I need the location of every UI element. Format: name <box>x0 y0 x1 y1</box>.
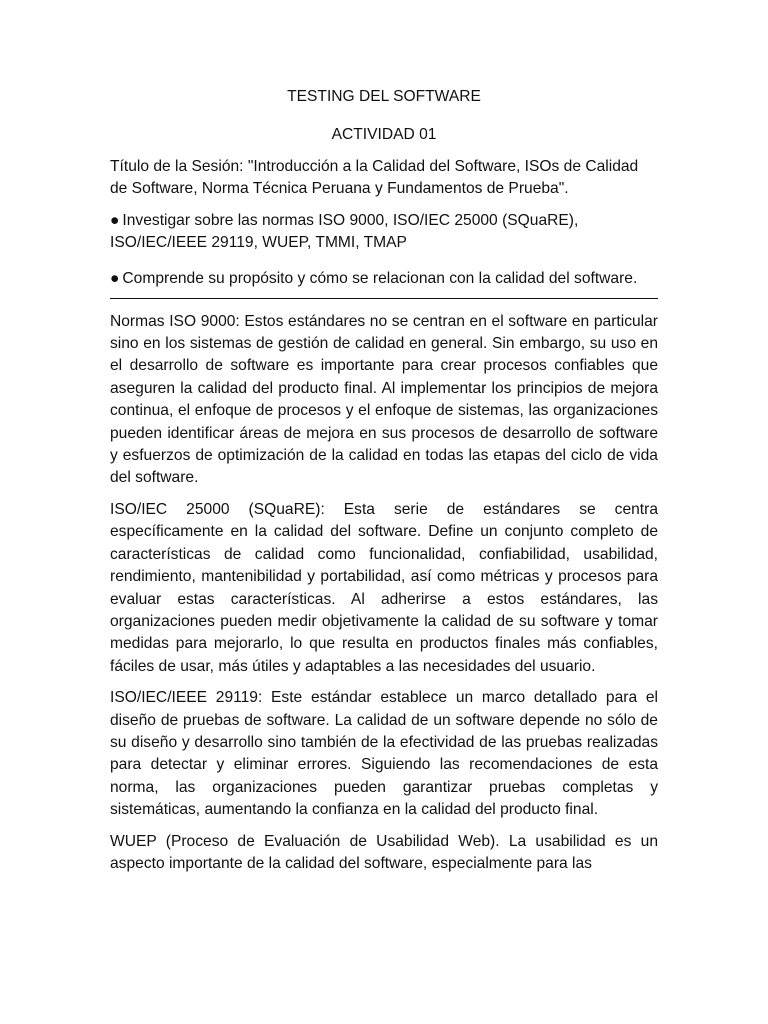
bullet-text: Investigar sobre las normas ISO 9000, ISO/IEC 25000 (SQuaRE), ISO/IEC/IEEE 29119, WUEP, TMMI, TMAP <box>110 211 579 252</box>
paragraph-iso-9000: Normas ISO 9000: Estos estándares no se centran en el software en particular sino en los sistemas de gestión de calidad en general. Sin embargo, su uso en el desarrollo de software es importante para crear procesos confiables que aseguren la calidad del producto final. Al implementar los principios de mejora continua, el enfoque de procesos y el enfoque de sistemas, las organizaciones pueden identificar áreas de mejora en sus procesos de desarrollo de software y esfuerzos de optimización de la calidad en todas las etapas del ciclo de vida del software. <box>110 312 658 487</box>
horizontal-divider <box>110 298 658 299</box>
bullet-text: Comprende su propósito y cómo se relacionan con la calidad del software. <box>122 269 638 287</box>
bullet-icon: ● <box>110 269 120 287</box>
paragraph-iso-25000: ISO/IEC 25000 (SQuaRE): Esta serie de estándares se centra específicamente en la calidad del software. Define un conjunto completo de características de calidad como funcionalidad, confiabilidad, usabilidad, rendimiento, mantenibilidad y portabilidad, así como métricas y procesos para evaluar estas características. Al adherirse a estos estándares, las organizaciones pueden medir objetivamente la calidad de su software y tomar medidas para mejorarlo, lo que resulta en productos finales más confiables, fáciles de usar, más útiles y adaptables a las necesidades del usuario. <box>110 500 658 675</box>
document-title: TESTING DEL SOFTWARE <box>287 88 481 105</box>
document-subtitle: ACTIVIDAD 01 <box>331 126 437 143</box>
paragraph-wuep: WUEP (Proceso de Evaluación de Usabilidad Web). La usabilidad es un aspecto importante de la calidad del software, especialmente para las <box>110 832 658 872</box>
bullet-icon: ● <box>110 211 120 229</box>
session-title: Título de la Sesión: "Introducción a la Calidad del Software, ISOs de Calidad de Software, Norma Técnica Peruana y Fundamentos de Prueba". <box>110 158 639 198</box>
bullet-item <box>110 210 658 255</box>
bullet-item <box>110 264 658 294</box>
paragraph-iso-29119: ISO/IEC/IEEE 29119: Este estándar establece un marco detallado para el diseño de pruebas de software. La calidad de un software depende no sólo de su diseño y desarrollo sino también de la efectividad de las pruebas realizadas para detectar y eliminar errores. Siguiendo las recomendaciones de esta norma, las organizaciones pueden garantizar pruebas completas y sistemáticas, aumentando la confianza en la calidad del producto final. <box>110 689 658 819</box>
